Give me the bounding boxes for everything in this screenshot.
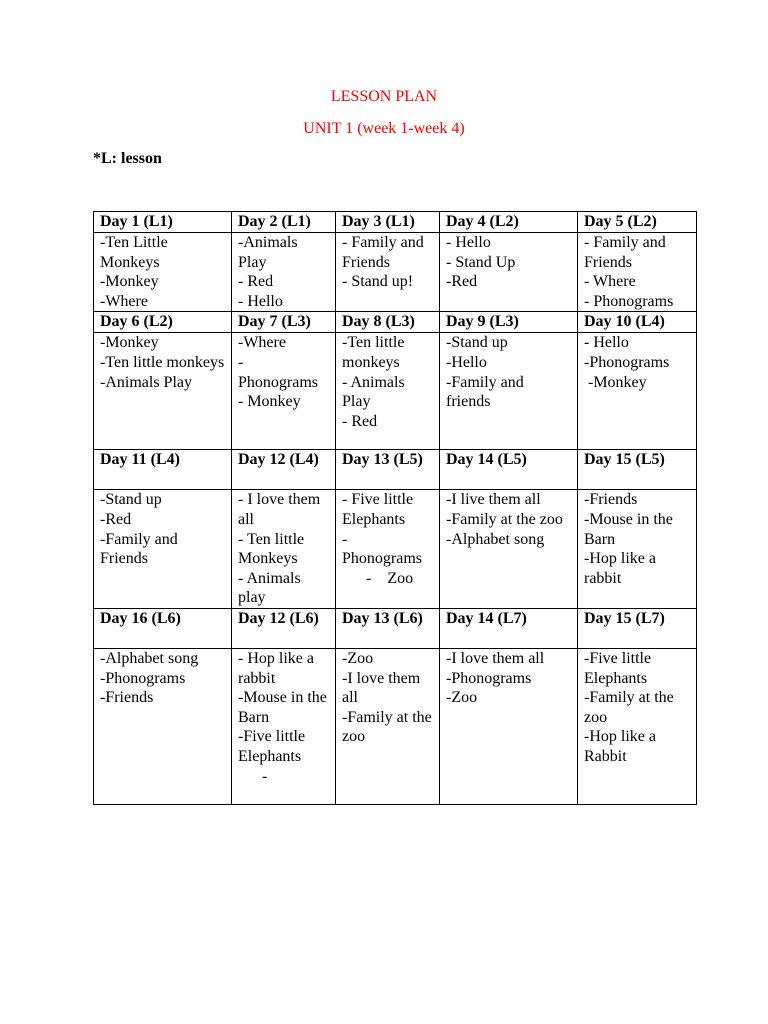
lesson-topic: -Five little Elephants (584, 649, 656, 687)
lesson-topic: - Family and Friends (584, 234, 670, 271)
lesson-topic: -Red (446, 273, 478, 291)
day-header-cell: Day 14 (L7) (440, 608, 578, 648)
day-header-cell: Day 15 (L7) (578, 608, 697, 648)
lesson-content-cell (94, 333, 232, 450)
lesson-content-cell (94, 648, 232, 804)
day-header-cell: Day 8 (L3) (336, 312, 440, 333)
lesson-topic: - Zoo (342, 569, 414, 587)
lesson-topic: -Ten little monkeys (342, 334, 409, 371)
lesson-topic: -Phonograms (584, 353, 670, 371)
lesson-topic: -Ten little monkeys (100, 353, 225, 371)
lesson-topic: -Where (100, 292, 148, 310)
lesson-content-cell (232, 648, 336, 804)
lesson-topic: -Hop like a rabbit (584, 550, 660, 587)
day-header-cell: Day 15 (L5) (578, 450, 697, 490)
lesson-topic: -Family at the zoo (584, 689, 678, 726)
lesson-content-row (94, 648, 697, 804)
lesson-content-cell (232, 233, 336, 312)
lesson-topic: -Red (100, 510, 132, 528)
lesson-topic: - Stand Up (446, 253, 516, 271)
lesson-content-cell (440, 333, 578, 450)
lesson-topic: -Phonograms (446, 669, 532, 687)
lesson-topic: - Stand up! (342, 273, 414, 291)
lesson-topic: - Red (342, 412, 378, 430)
lesson-topic: - Ten little Monkeys (238, 530, 309, 568)
lesson-content-row (94, 333, 697, 450)
lesson-topic: -Monkey (100, 273, 159, 291)
lesson-topic: -Hello (446, 353, 487, 371)
lesson-topic: -Five little Elephants (238, 728, 310, 765)
lesson-topic: -Family and friends (446, 373, 528, 411)
lesson-content-cell (336, 233, 440, 312)
lesson-topic: - Monkey (238, 393, 301, 411)
lesson-topic: -Friends (584, 491, 638, 509)
lesson-topic: - Where (584, 273, 636, 291)
lesson-topic: -Phonograms (100, 669, 186, 687)
lesson-topic: - Five little Elephants (342, 491, 418, 528)
lesson-topic: -Hop like a Rabbit (584, 728, 660, 765)
lesson-content-cell (336, 648, 440, 804)
lesson-content-cell (336, 333, 440, 450)
lesson-content-cell (336, 490, 440, 609)
day-header-cell: Day 6 (L2) (94, 312, 232, 333)
day-header-cell: Day 7 (L3) (232, 312, 336, 333)
day-header-cell: Day 16 (L6) (94, 608, 232, 648)
lesson-topic: - (238, 767, 268, 785)
lesson-topic: - Animals play (238, 569, 305, 607)
lesson-topic: - Phonograms (584, 292, 674, 310)
unit-subtitle: UNIT 1 (week 1-week 4) (303, 120, 465, 137)
day-header-cell: Day 14 (L5) (440, 450, 578, 490)
lesson-content-cell (94, 233, 232, 312)
lesson-topic: -Mouse in the Barn (584, 510, 677, 548)
lesson-topic: - (238, 353, 244, 371)
lesson-topic: -Animals Play (238, 234, 302, 271)
lesson-topic: -I love them all (342, 669, 425, 707)
lesson-content-cell (440, 648, 578, 804)
lesson-topic: -I live them all (446, 491, 541, 509)
lesson-topic: -Alphabet song (100, 649, 199, 667)
lesson-content-cell (232, 333, 336, 450)
lesson-topic: Phonograms (342, 550, 422, 568)
lesson-content-cell (578, 233, 697, 312)
lesson-topic: Phonograms (238, 373, 318, 391)
day-header-cell: Day 12 (L6) (232, 608, 336, 648)
lesson-topic: -Stand up (446, 334, 508, 352)
lesson-topic: - (342, 530, 348, 548)
lesson-topic: -Friends (100, 689, 154, 707)
day-header-cell: Day 2 (L1) (232, 212, 336, 233)
lesson-content-row (94, 490, 697, 609)
lesson-topic: -Where (238, 334, 286, 352)
lesson-abbreviation-note: *L: lesson (93, 150, 162, 167)
lesson-topic: -Monkey (100, 334, 159, 352)
day-header-row (94, 450, 697, 490)
lesson-content-cell (578, 648, 697, 804)
lesson-content-cell (94, 490, 232, 609)
lesson-plan-table (93, 211, 697, 805)
day-header-cell: Day 13 (L6) (336, 608, 440, 648)
lesson-topic: -Zoo (342, 649, 374, 667)
lesson-topic: -Ten Little Monkeys (100, 234, 172, 271)
lesson-topic: - Hop like a rabbit (238, 649, 318, 687)
lesson-topic: -Animals Play (100, 373, 192, 391)
lesson-topic: - Red (238, 273, 274, 291)
day-header-cell: Day 1 (L1) (94, 212, 232, 233)
lesson-topic: - Hello (446, 234, 491, 251)
lesson-topic: -Zoo (446, 689, 478, 707)
lesson-topic: - Hello (238, 292, 283, 310)
day-header-cell: Day 12 (L4) (232, 450, 336, 490)
lesson-topic: - Hello (584, 334, 629, 352)
day-header-cell: Day 10 (L4) (578, 312, 697, 333)
day-header-cell: Day 11 (L4) (94, 450, 232, 490)
day-header-row (94, 212, 697, 233)
lesson-topic: -Family and Friends (100, 530, 182, 568)
lesson-topic: - Animals Play (342, 373, 409, 411)
lesson-plan-title: LESSON PLAN (330, 88, 438, 105)
day-header-cell: Day 3 (L1) (336, 212, 440, 233)
lesson-topic: -Family at the zoo (342, 708, 436, 746)
lesson-content-cell (232, 490, 336, 609)
lesson-topic: -Stand up (100, 491, 162, 509)
lesson-topic: - Family and Friends (342, 234, 428, 271)
lesson-topic: -I love them all (446, 649, 545, 667)
day-header-row (94, 608, 697, 648)
day-header-cell: Day 9 (L3) (440, 312, 578, 333)
lesson-topic: - I love them all (238, 491, 325, 528)
day-header-cell: Day 4 (L2) (440, 212, 578, 233)
lesson-topic: -Monkey (584, 373, 647, 391)
lesson-topic: -Mouse in the Barn (238, 689, 331, 726)
lesson-content-row (94, 233, 697, 312)
lesson-content-cell (578, 333, 697, 450)
day-header-cell: Day 13 (L5) (336, 450, 440, 490)
lesson-content-cell (578, 490, 697, 609)
lesson-topic: -Family at the zoo (446, 510, 563, 528)
day-header-cell: Day 5 (L2) (578, 212, 697, 233)
lesson-topic: -Alphabet song (446, 530, 545, 548)
lesson-content-cell (440, 233, 578, 312)
day-header-row (94, 312, 697, 333)
lesson-content-cell (440, 490, 578, 609)
